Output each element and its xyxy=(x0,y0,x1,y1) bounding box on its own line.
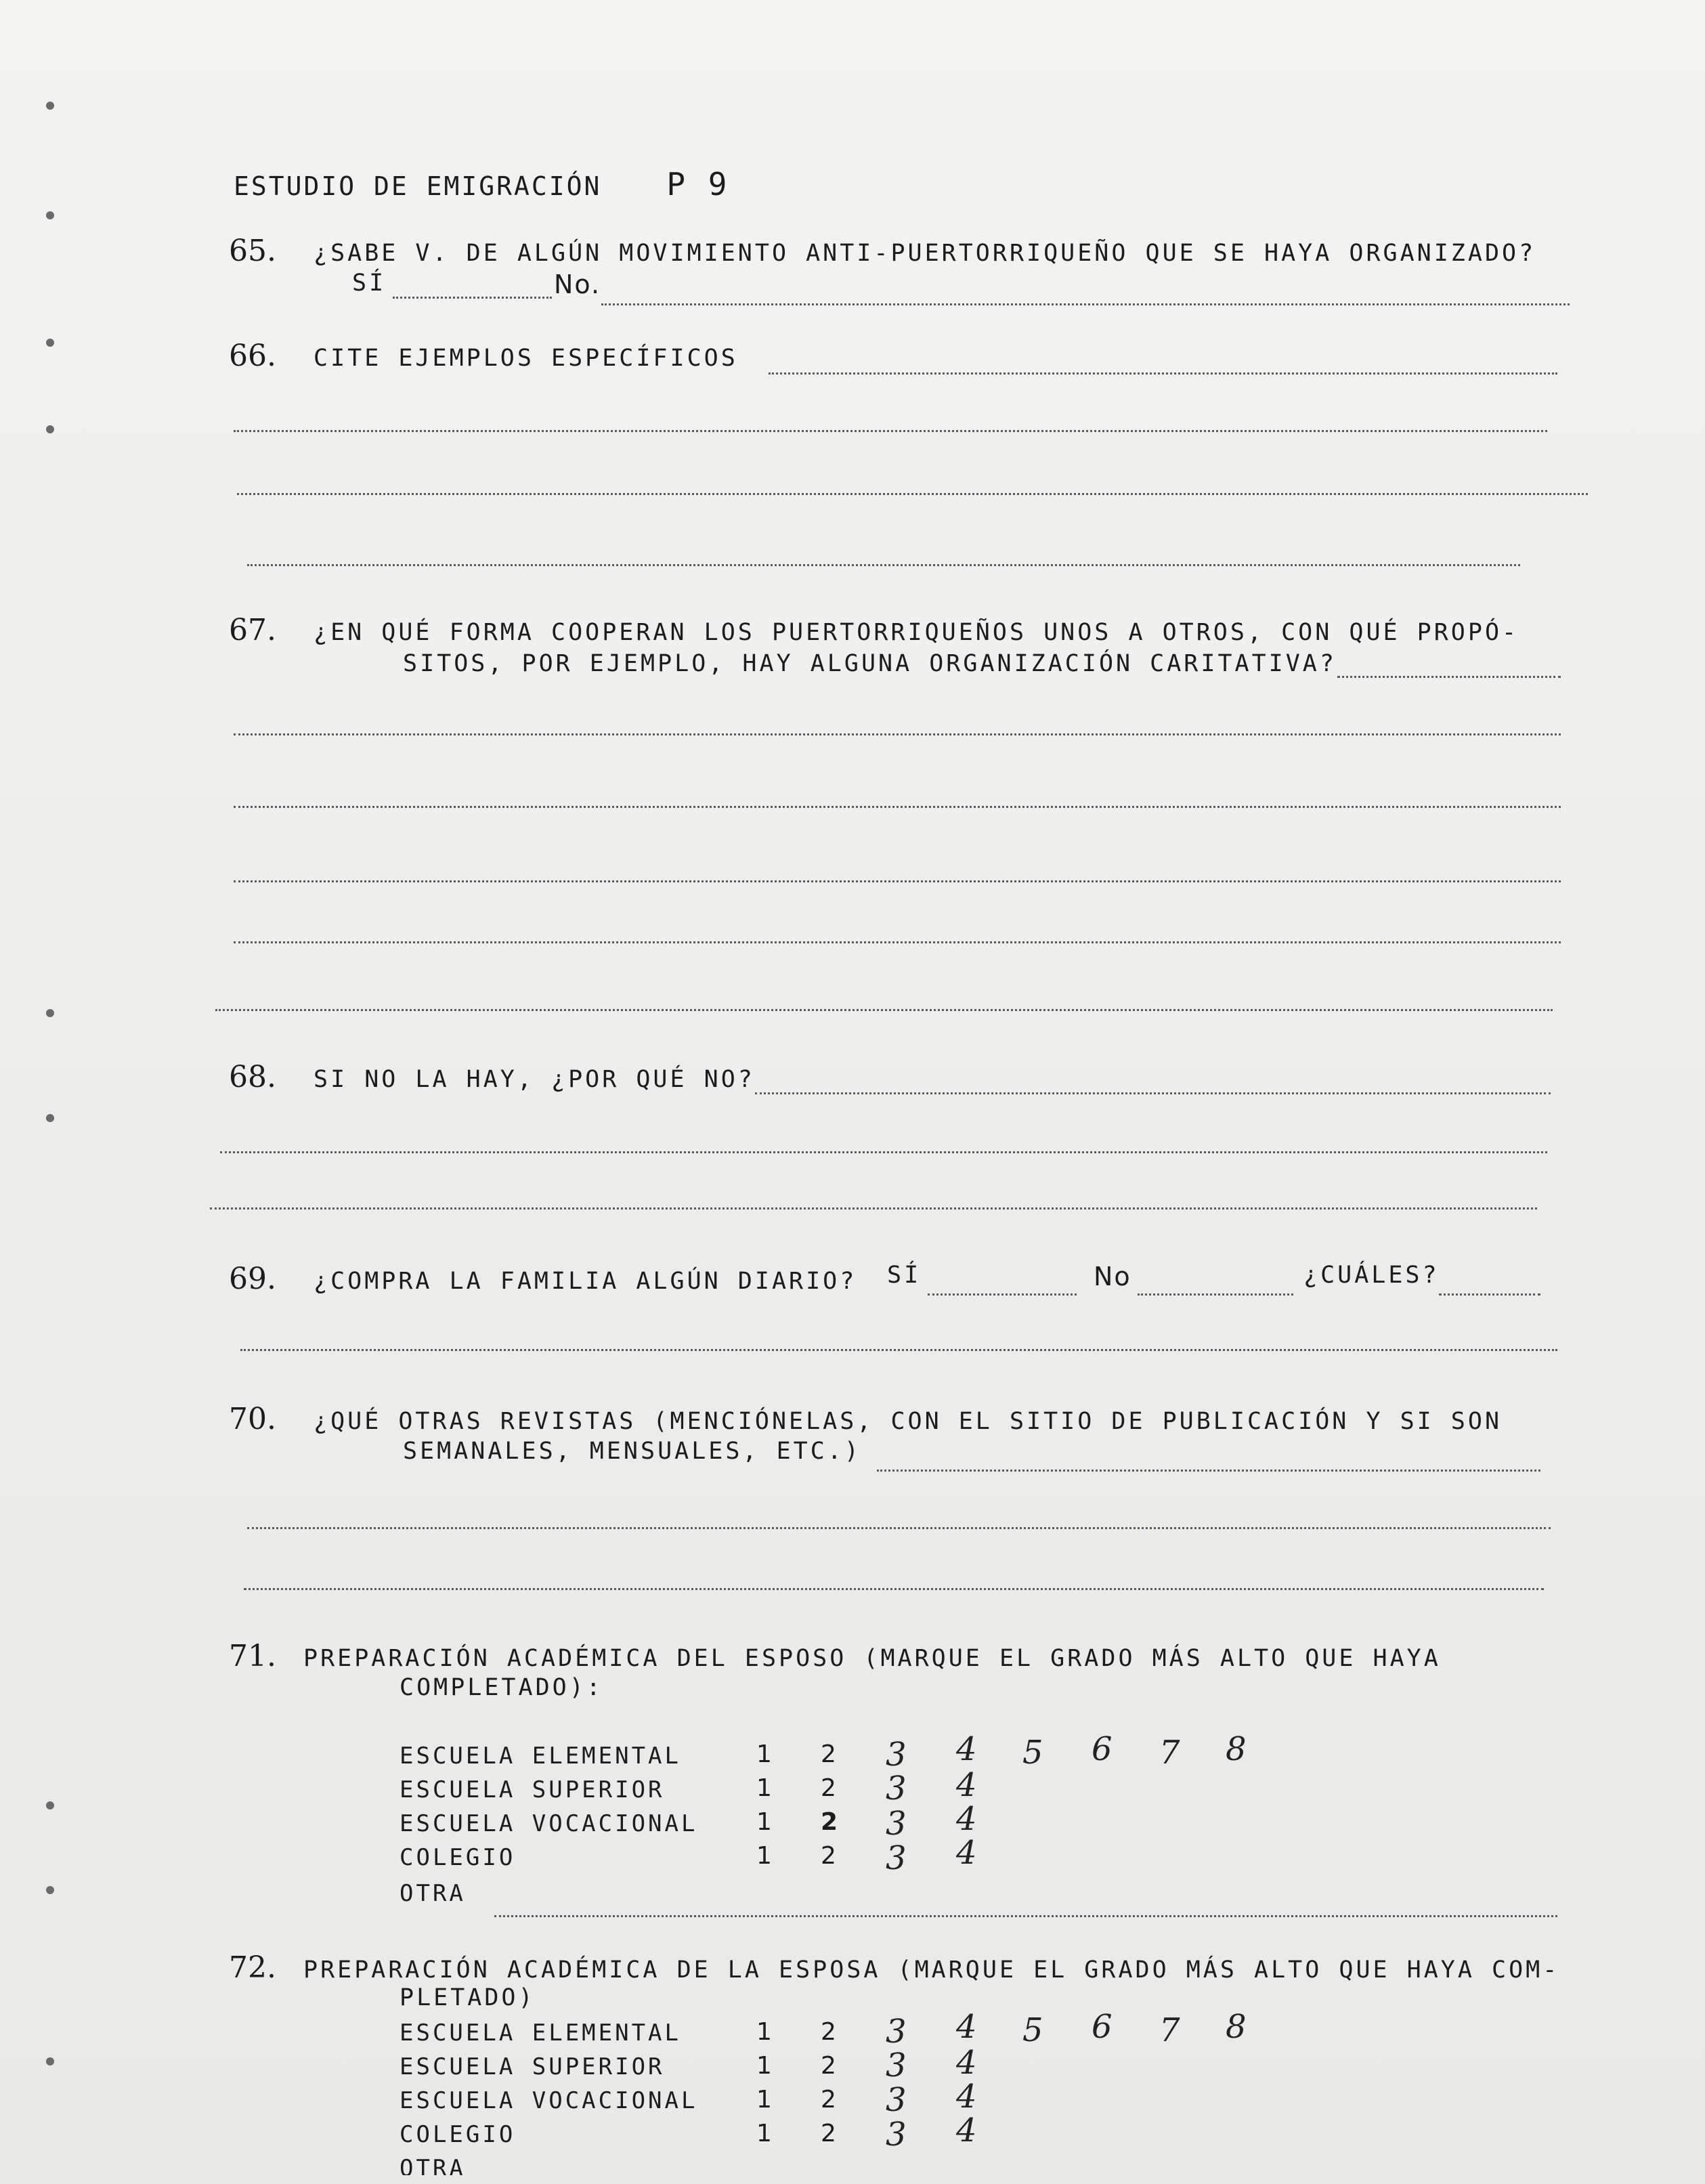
question-71 xyxy=(229,1639,1441,1673)
answer-line[interactable] xyxy=(1337,676,1561,678)
grade-option[interactable]: 1 xyxy=(756,1808,772,1836)
yes-answer-line[interactable] xyxy=(393,297,552,299)
binder-hole xyxy=(46,1114,54,1122)
grade-option[interactable]: 4 xyxy=(956,2044,977,2082)
answer-line[interactable] xyxy=(240,1349,1557,1351)
grade-option[interactable]: 1 xyxy=(756,1774,772,1802)
question-67-continued xyxy=(403,650,1337,677)
grade-option[interactable]: 4 xyxy=(956,1730,977,1768)
grade-row-label: ESCUELA SUPERIOR xyxy=(400,1776,665,1803)
grade-option[interactable]: 8 xyxy=(1226,2008,1247,2046)
question-number: 67. xyxy=(229,613,276,647)
grade-option[interactable]: 2 xyxy=(821,2018,836,2046)
grade-option[interactable]: 6 xyxy=(1092,2008,1113,2046)
binder-hole xyxy=(46,1886,54,1894)
answer-line[interactable] xyxy=(769,372,1557,374)
question-text: CITE EJEMPLOS ESPECÍFICOS xyxy=(314,345,738,372)
answer-line[interactable] xyxy=(234,733,1561,735)
answer-line[interactable] xyxy=(247,1527,1551,1529)
grade-option[interactable]: 2 xyxy=(821,2052,836,2080)
binder-hole xyxy=(46,425,54,433)
other-label: OTRA xyxy=(400,1880,466,1907)
grade-option[interactable]: 1 xyxy=(756,2086,772,2114)
question-72 xyxy=(229,1950,1559,1985)
grade-option[interactable]: 1 xyxy=(756,2120,772,2147)
grade-row-label: ESCUELA VOCACIONAL xyxy=(400,2087,698,2114)
grade-option[interactable]: 3 xyxy=(886,2116,907,2154)
answer-line[interactable] xyxy=(234,941,1561,943)
grade-option[interactable]: 3 xyxy=(886,1839,907,1877)
grade-option[interactable]: 3 xyxy=(886,1805,907,1843)
answer-line[interactable] xyxy=(234,880,1561,882)
grade-option[interactable]: 3 xyxy=(886,2013,907,2051)
grade-option[interactable]: 2 xyxy=(821,1740,836,1768)
grade-row-label: ESCUELA SUPERIOR xyxy=(400,2053,665,2080)
grade-row-label: ESCUELA ELEMENTAL xyxy=(400,1742,681,1770)
question-text-line-1: PREPARACIÓN ACADÉMICA DE LA ESPOSA (MARQUE EL GRADO MÁS ALTO QUE HAYA COM- xyxy=(303,1956,1560,1984)
binder-hole xyxy=(46,2057,54,2065)
grade-option[interactable]: 3 xyxy=(886,1736,907,1774)
question-text-line-2: PLETADO) xyxy=(400,1984,536,2011)
question-70 xyxy=(229,1402,1502,1436)
grade-row-label: COLEGIO xyxy=(400,2121,516,2148)
answer-line[interactable] xyxy=(877,1470,1540,1472)
grade-option[interactable]: 4 xyxy=(956,1800,977,1838)
question-text-line-1: ¿EN QUÉ FORMA COOPERAN LOS PUERTORRIQUEÑOS UNOS A OTROS, CON QUÉ PROPÓ- xyxy=(314,619,1519,646)
grade-option[interactable]: 7 xyxy=(1159,2011,1180,2049)
yes-label: SÍ xyxy=(352,270,387,297)
answer-line[interactable] xyxy=(237,493,1588,495)
answer-line[interactable] xyxy=(215,1009,1553,1011)
which-answer-line[interactable] xyxy=(1439,1293,1540,1296)
grade-option[interactable]: 2 xyxy=(821,1808,838,1836)
yes-label: SÍ xyxy=(887,1262,922,1289)
page-number: P 9 xyxy=(666,166,729,202)
question-text-line-2: SITOS, POR EJEMPLO, HAY ALGUNA ORGANIZACIÓN CARITATIVA? xyxy=(403,650,1337,677)
question-66 xyxy=(229,339,738,373)
grade-option[interactable]: 3 xyxy=(886,2081,907,2119)
binder-hole xyxy=(46,102,54,110)
grade-option[interactable]: 4 xyxy=(956,1766,977,1804)
question-71-continued xyxy=(400,1674,603,1701)
question-67 xyxy=(229,613,1519,647)
grade-option[interactable]: 2 xyxy=(821,2120,836,2147)
question-70-continued xyxy=(403,1438,861,1465)
question-number: 72. xyxy=(229,1950,276,1985)
binder-hole xyxy=(46,1801,54,1810)
question-text: SI NO LA HAY, ¿POR QUÉ NO? xyxy=(314,1066,755,1093)
answer-line[interactable] xyxy=(244,1588,1544,1590)
question-number: 70. xyxy=(229,1402,276,1436)
question-text: ¿SABE V. DE ALGÚN MOVIMIENTO ANTI-PUERTORRIQUEÑO QUE SE HAYA ORGANIZADO? xyxy=(314,240,1536,267)
grade-option[interactable]: 2 xyxy=(821,2086,836,2114)
no-label: No xyxy=(1094,1262,1131,1291)
grade-option[interactable]: 3 xyxy=(886,2047,907,2084)
no-label: No. xyxy=(554,270,601,299)
question-text-line-1: PREPARACIÓN ACADÉMICA DEL ESPOSO (MARQUE EL GRADO MÁS ALTO QUE HAYA xyxy=(303,1645,1441,1672)
grade-option[interactable]: 1 xyxy=(756,1740,772,1768)
grade-option[interactable]: 2 xyxy=(821,1842,836,1870)
question-number: 66. xyxy=(229,339,276,373)
survey-title: ESTUDIO DE EMIGRACIÓN xyxy=(234,171,602,201)
binder-hole xyxy=(46,211,54,219)
grade-option[interactable]: 4 xyxy=(956,2008,977,2046)
other-label: OTRA xyxy=(400,2155,466,2175)
answer-line[interactable] xyxy=(234,806,1561,808)
grade-option[interactable]: 4 xyxy=(956,2112,977,2149)
binder-hole xyxy=(46,1009,54,1017)
grade-option[interactable]: 8 xyxy=(1226,1730,1247,1768)
question-69 xyxy=(229,1262,857,1296)
grade-option[interactable]: 5 xyxy=(1022,1734,1043,1772)
answer-line[interactable] xyxy=(247,564,1520,566)
no-answer-line[interactable] xyxy=(1138,1293,1293,1296)
grade-option[interactable]: 1 xyxy=(756,2018,772,2046)
grade-option[interactable]: 4 xyxy=(956,1834,977,1872)
other-answer-line[interactable] xyxy=(494,1915,1557,1917)
no-answer-line[interactable] xyxy=(601,303,1570,305)
grade-row-label: ESCUELA ELEMENTAL xyxy=(400,2019,681,2047)
grade-option[interactable]: 5 xyxy=(1022,2011,1043,2049)
question-text-line-2: SEMANALES, MENSUALES, ETC.) xyxy=(403,1438,861,1465)
question-text-line-2: COMPLETADO): xyxy=(400,1674,603,1701)
question-number: 71. xyxy=(229,1639,276,1673)
question-text-line-1: ¿QUÉ OTRAS REVISTAS (MENCIÓNELAS, CON EL SITIO DE PUBLICACIÓN Y SI SON xyxy=(314,1408,1503,1435)
answer-line[interactable] xyxy=(220,1151,1547,1153)
page-header xyxy=(234,166,729,202)
grade-option[interactable]: 3 xyxy=(886,1770,907,1807)
grade-option[interactable]: 1 xyxy=(756,2052,772,2080)
grade-row-label: COLEGIO xyxy=(400,1844,516,1871)
yes-answer-line[interactable] xyxy=(928,1293,1077,1296)
answer-line[interactable] xyxy=(234,430,1547,432)
answer-line[interactable] xyxy=(210,1207,1537,1209)
which-label: ¿CUÁLES? xyxy=(1303,1262,1440,1289)
question-68 xyxy=(229,1060,755,1094)
binder-hole xyxy=(46,339,54,347)
grade-option[interactable]: 6 xyxy=(1092,1730,1113,1768)
question-number: 69. xyxy=(229,1262,276,1296)
grade-option[interactable]: 7 xyxy=(1159,1734,1180,1772)
answer-line[interactable] xyxy=(755,1092,1551,1094)
question-number: 68. xyxy=(229,1060,276,1094)
question-65 xyxy=(229,234,1536,268)
grade-option[interactable]: 1 xyxy=(756,1842,772,1870)
grade-row-label: ESCUELA VOCACIONAL xyxy=(400,1810,698,1837)
question-72-continued xyxy=(400,1984,536,2011)
question-number: 65. xyxy=(229,234,276,268)
question-text: ¿COMPRA LA FAMILIA ALGÚN DIARIO? xyxy=(314,1268,857,1295)
grade-option[interactable]: 4 xyxy=(956,2078,977,2116)
grade-option[interactable]: 2 xyxy=(821,1774,836,1802)
